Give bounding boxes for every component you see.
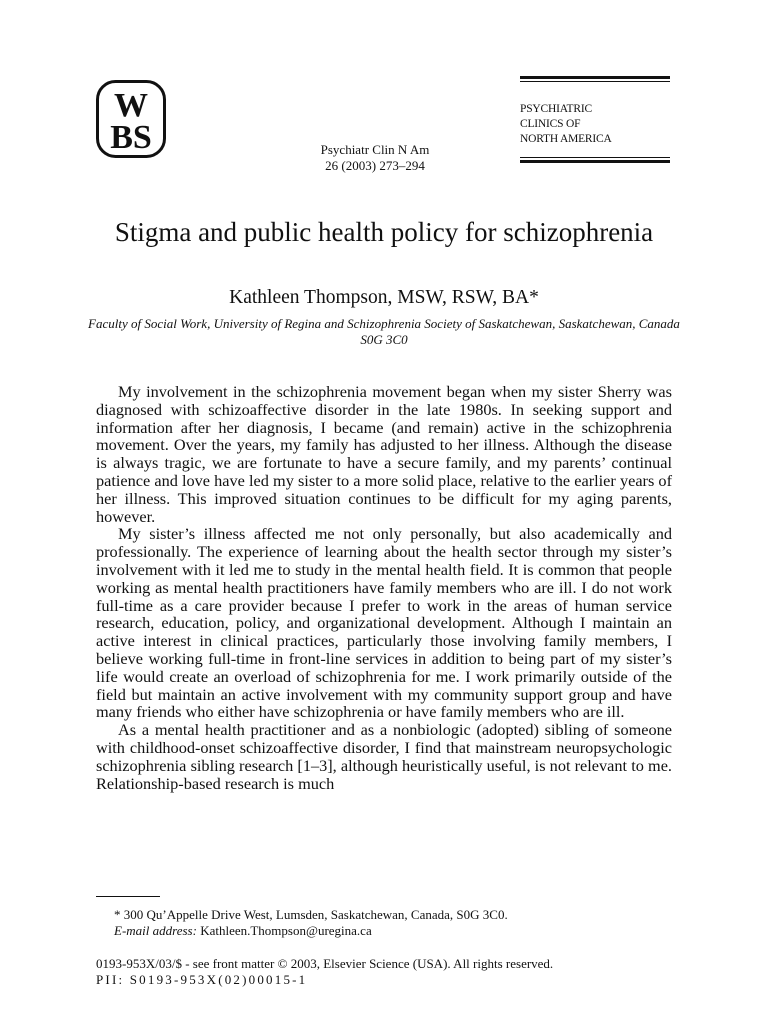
article-body [96,383,672,792]
masthead-rule-bottom [520,160,670,163]
pii-identifier: PII: S0193-953X(02)00015-1 [96,972,308,987]
copyright-line: 0193-953X/03/$ - see front matter © 2003, Elsevier Science (USA). All rights reserved. [96,956,554,971]
journal-name [520,102,670,147]
copyright-block [96,956,696,988]
article-author: Kathleen Thompson, MSW, RSW, BA* [229,287,539,308]
journal-name-line: CLINICS OF [520,118,581,130]
body-paragraph: As a mental health practitioner and as a nonbiologic (adopted) sibling of someone with childhood-onset schizoaffective disorder, I find that mainstream neuropsychologic schizophrenia sibling research [1–3], although heuristically useful, is not relevant to me. Relationship-based research is much [96,720,672,793]
author-affiliation: Faculty of Social Work, University of Regina and Schizophrenia Society of Saskatchewan, Saskatchewan, Canada S0G 3C0 [88,316,680,347]
author-email: Kathleen.Thompson@uregina.ca [200,923,372,938]
journal-name-line: NORTH AMERICA [520,133,612,145]
citation-journal-abbrev: Psychiatr Clin N Am [320,142,430,157]
article-title: Stigma and public health policy for schizophrenia [114,217,654,247]
author-footnote [114,907,674,939]
journal-masthead [520,76,670,163]
journal-name-line: PSYCHIATRIC [520,103,592,115]
masthead-rule-bottom-thin [520,157,670,158]
masthead-rule-top [520,76,670,79]
publisher-logo [96,80,166,158]
masthead-rule-top-thin [520,81,670,82]
body-paragraph: My sister’s illness affected me not only personally, but also academically and professionally. The experience of learning about the health sector through my sister’s involvement with it led me to study in the mental health field. It is common that people working as mental health practitioners have family members who are ill. I do not work full-time as a care provider because I prefer to work in the areas of human service research, education, policy, and organizational development. Although I maintain an active interest in clinical practices, particularly those involving family members, I believe working full-time in front-line services in addition to being part of my sister’s life would create an overload of schizophrenia for me. I work primarily outside of the field but maintain an active involvement with my community support group and have many friends who either have schizophrenia or have family members who are ill. [96,524,672,722]
svg-text:BS: BS [110,119,152,156]
svg-text:W: W [114,87,148,124]
footnote-divider [96,896,160,897]
email-label: E-mail address: [114,923,197,938]
footnote-email-line [114,923,674,939]
wbs-logo-icon [96,80,166,158]
journal-citation [280,142,470,174]
body-paragraph: My involvement in the schizophrenia movement began when my sister Sherry was diagnosed with schizoaffective disorder in the late 1980s. In seeking support and information after her diagnosis, I became (and remain) active in the schizophrenia movement. Over the years, my family has adjusted to her illness. Although the disease is always tragic, we are fortunate to have a secure family, and my parents’ continual patience and love have led my sister to a more solid place, relative to the earlier years of her illness. This improved situation continues to be difficult for my aging parents, however. [96,382,672,526]
footnote-address: * 300 Qu’Appelle Drive West, Lumsden, Saskatchewan, Canada, S0G 3C0. [114,907,508,922]
citation-volume-pages: 26 (2003) 273–294 [325,158,425,173]
